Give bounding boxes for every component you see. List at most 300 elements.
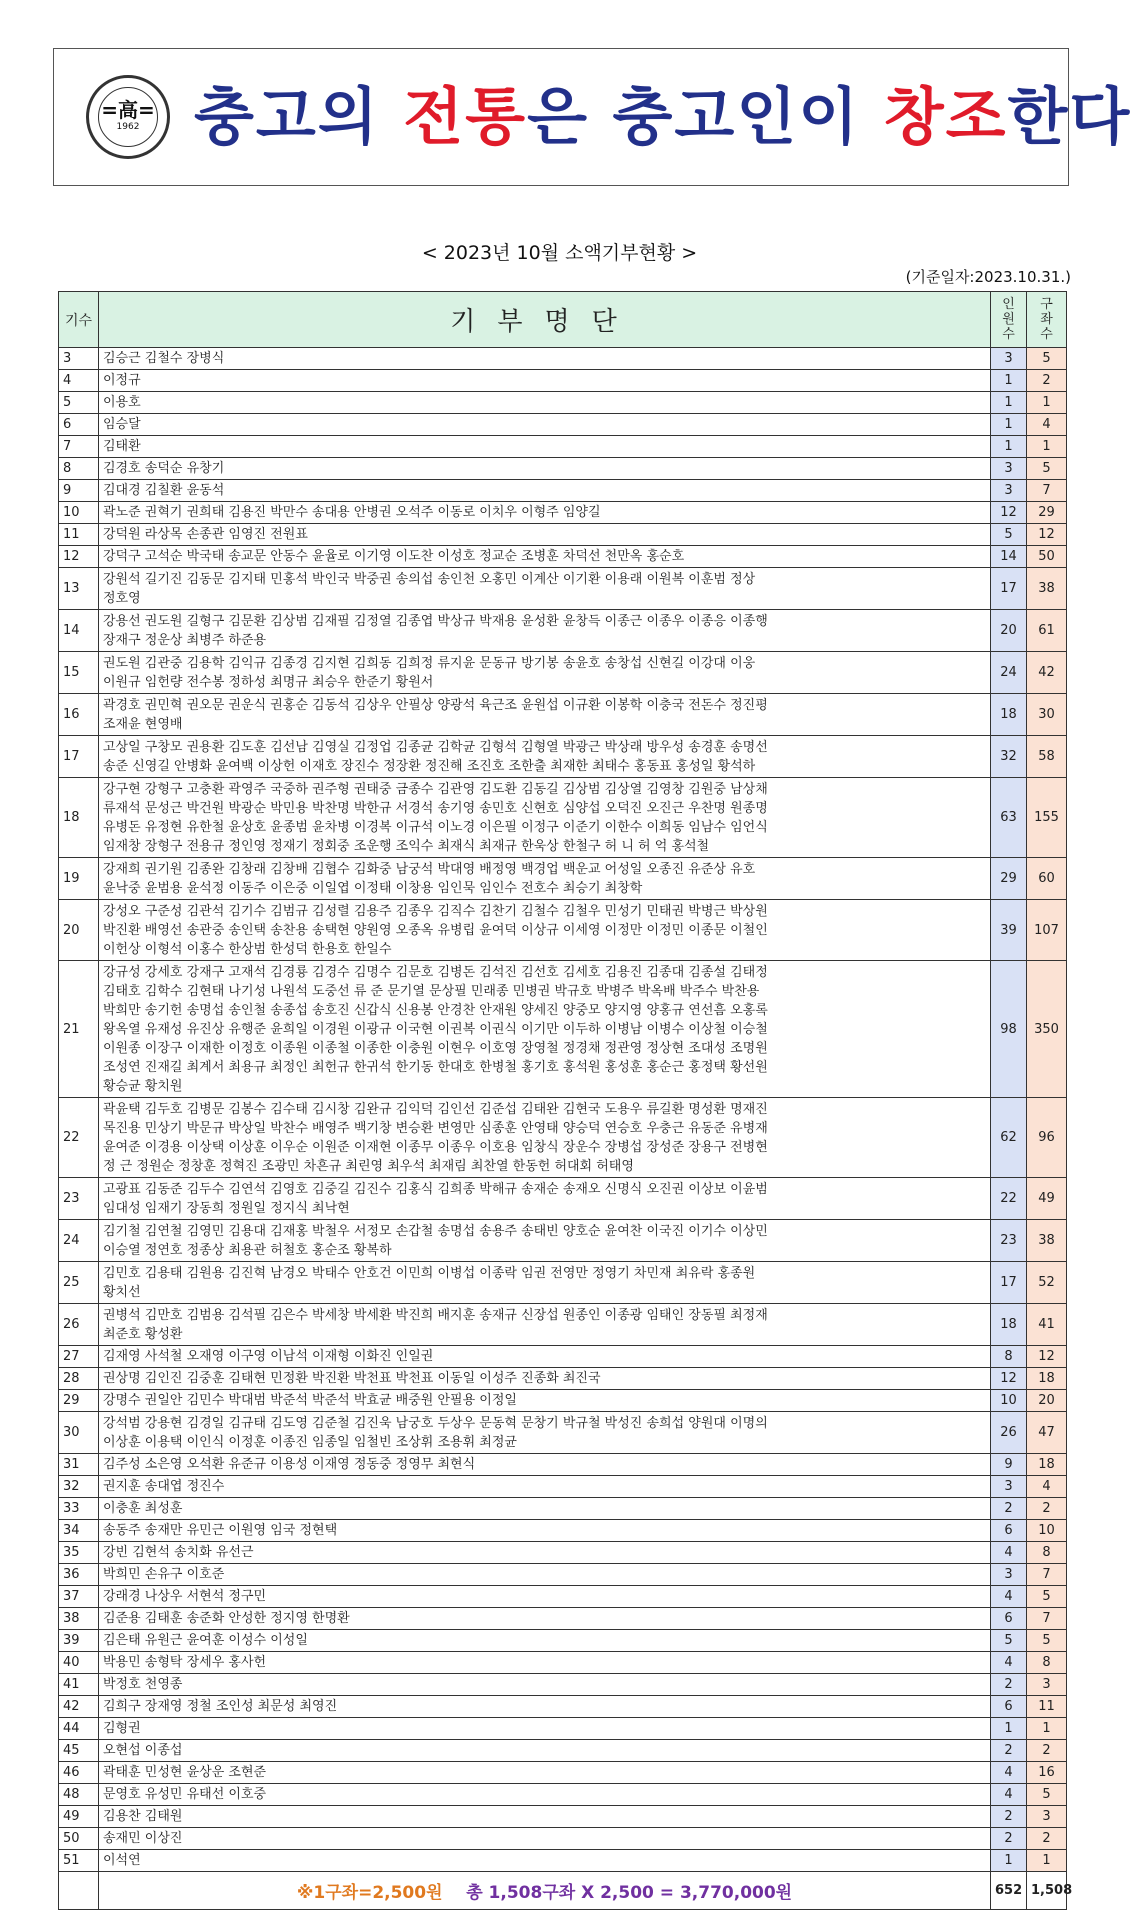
donor-names-line: 강구현 강형구 고충환 곽영주 국중하 권주형 권태중 금종수 김관영 김도환 김동길 김상범 김상열 김영창 김원중 남상채 (103, 781, 768, 797)
persons-count-cell: 63 (991, 778, 1027, 858)
unit-price-note: ※1구좌=2,500원 (296, 1883, 443, 1903)
generation-cell: 28 (59, 1368, 99, 1390)
persons-count-cell: 4 (991, 1542, 1027, 1564)
header-units-char-1: 구 (1040, 297, 1053, 312)
donor-names-cell (99, 348, 991, 370)
table-row (59, 961, 1067, 1098)
generation-cell: 36 (59, 1564, 99, 1586)
table-row (59, 1674, 1067, 1696)
persons-count-cell: 2 (991, 1740, 1027, 1762)
units-count-cell: 96 (1027, 1098, 1067, 1178)
persons-count-cell: 12 (991, 502, 1027, 524)
generation-cell: 13 (59, 568, 99, 610)
total-units: 1,508 (1027, 1872, 1067, 1910)
persons-count-cell: 1 (991, 1850, 1027, 1872)
generation-cell: 23 (59, 1178, 99, 1220)
table-row (59, 1262, 1067, 1304)
persons-count-cell: 5 (991, 524, 1027, 546)
table-row (59, 348, 1067, 370)
units-count-cell: 11 (1027, 1696, 1067, 1718)
slogan-part-4: 창조 (883, 80, 1008, 153)
donor-names-cell (99, 370, 991, 392)
persons-count-cell: 1 (991, 436, 1027, 458)
table-row (59, 1740, 1067, 1762)
persons-count-cell: 12 (991, 1368, 1027, 1390)
donor-names-cell (99, 1412, 991, 1454)
donor-names-cell (99, 1608, 991, 1630)
donor-names-cell (99, 652, 991, 694)
persons-count-cell: 2 (991, 1674, 1027, 1696)
table-row (59, 568, 1067, 610)
page-title: < 2023년 10월 소액기부현황 > (421, 242, 698, 264)
generation-cell: 11 (59, 524, 99, 546)
units-count-cell: 29 (1027, 502, 1067, 524)
persons-count-cell: 22 (991, 1178, 1027, 1220)
persons-count-cell: 3 (991, 1564, 1027, 1586)
units-count-cell: 38 (1027, 1220, 1067, 1262)
persons-count-cell: 3 (991, 480, 1027, 502)
generation-cell: 29 (59, 1390, 99, 1412)
generation-cell: 34 (59, 1520, 99, 1542)
generation-cell: 12 (59, 546, 99, 568)
table-row (59, 1476, 1067, 1498)
units-count-cell: 38 (1027, 568, 1067, 610)
generation-cell: 4 (59, 370, 99, 392)
donor-names-cell (99, 502, 991, 524)
persons-count-cell: 24 (991, 652, 1027, 694)
generation-cell: 39 (59, 1630, 99, 1652)
generation-cell: 9 (59, 480, 99, 502)
donor-names-line: 류재석 문성근 박건원 박광순 박민용 박찬명 박한규 서경석 송기영 송민호 신현호 심양섭 오덕진 오진근 우찬명 원종명 (103, 800, 768, 816)
donor-names-line: 김용찬 김태원 (103, 1809, 183, 1824)
donor-names-cell (99, 392, 991, 414)
donor-names-line: 김재영 사석철 오재영 이구영 이남석 이재형 이화진 인일권 (103, 1349, 434, 1364)
donor-names-line: 조성연 진재길 최계서 최용규 최정인 최헌규 한귀석 한기동 한대호 한병철 홍기호 홍석원 홍성훈 홍순근 홍정택 황선원 (103, 1059, 768, 1075)
donor-names-line: 박진환 배영선 송관중 송인택 송찬용 송택현 양원영 오종옥 유병립 윤여덕 이상규 이세영 이정만 이정민 이종문 이철인 (103, 922, 768, 938)
units-count-cell: 41 (1027, 1304, 1067, 1346)
persons-count-cell: 39 (991, 900, 1027, 961)
persons-count-cell: 1 (991, 392, 1027, 414)
donor-names-line: 이승열 정연호 정종상 최용관 허철호 홍순조 황복하 (103, 1242, 392, 1258)
donor-names-line: 김은태 유원근 윤여훈 이성수 이성일 (103, 1633, 308, 1648)
generation-cell: 44 (59, 1718, 99, 1740)
school-emblem-logo (86, 75, 170, 159)
donor-names-line: 문영호 유성민 유태선 이호중 (103, 1787, 267, 1802)
header-persons-char-1: 인 (1002, 297, 1015, 312)
generation-cell: 14 (59, 610, 99, 652)
units-count-cell: 3 (1027, 1806, 1067, 1828)
donor-names-line: 김경호 송덕순 유창기 (103, 461, 225, 476)
donor-names-line: 권상명 김인진 김중훈 김태현 민정환 박진환 박천표 박천표 이동일 이성주 진종화 최진국 (103, 1371, 601, 1386)
donor-names-line: 김태환 (103, 439, 141, 454)
units-count-cell: 16 (1027, 1762, 1067, 1784)
units-count-cell: 50 (1027, 546, 1067, 568)
table-row (59, 392, 1067, 414)
donor-names-cell (99, 1828, 991, 1850)
units-count-cell: 3 (1027, 1674, 1067, 1696)
donor-names-line: 강덕원 라상목 손종관 임영진 전원표 (103, 527, 308, 542)
units-count-cell: 5 (1027, 348, 1067, 370)
donor-names-cell (99, 436, 991, 458)
persons-count-cell: 18 (991, 1304, 1027, 1346)
generation-cell: 32 (59, 1476, 99, 1498)
donor-names-line: 송재민 이상진 (103, 1831, 183, 1846)
donor-names-cell (99, 1304, 991, 1346)
donor-names-line: 정 근 정원순 정창훈 정혁진 조광민 차흔규 최린영 최우석 최재림 최찬열 한동헌 허대회 허태영 (103, 1158, 634, 1174)
persons-count-cell: 6 (991, 1520, 1027, 1542)
donor-names-cell (99, 1740, 991, 1762)
emblem-year: 1962 (116, 122, 140, 132)
donor-names-line: 최준호 황성환 (103, 1326, 183, 1342)
donor-names-line: 김대경 김칠환 윤동석 (103, 483, 225, 498)
table-row (59, 1368, 1067, 1390)
units-count-cell: 18 (1027, 1368, 1067, 1390)
persons-count-cell: 4 (991, 1586, 1027, 1608)
table-row (59, 414, 1067, 436)
donor-names-cell (99, 1390, 991, 1412)
donor-names-line: 강명수 권일안 김민수 박대범 박준석 박준석 박효균 배중원 안필용 이정일 (103, 1393, 517, 1408)
footer-empty-cell (59, 1872, 99, 1910)
generation-cell: 49 (59, 1806, 99, 1828)
donor-names-cell (99, 900, 991, 961)
donor-names-line: 김승근 김철수 장병식 (103, 351, 225, 366)
units-count-cell: 8 (1027, 1652, 1067, 1674)
donor-names-cell (99, 524, 991, 546)
donor-names-cell (99, 1850, 991, 1872)
base-date: (기준일자:2023.10.31.) (905, 268, 1071, 286)
persons-count-cell: 26 (991, 1412, 1027, 1454)
donor-names-cell (99, 1262, 991, 1304)
donor-names-line: 강규성 강세호 강재구 고재석 김경룡 김경수 김명수 김문호 김병돈 김석진 김선호 김세호 김용진 김종대 김종설 김태정 (103, 964, 768, 980)
generation-cell: 5 (59, 392, 99, 414)
table-footer-row (59, 1872, 1067, 1910)
donor-names-line: 권병석 김만호 김범용 김석필 김은수 박세창 박세환 박진희 배지훈 송재규 신장섭 원종인 이종광 임태인 장동필 최정재 (103, 1307, 768, 1323)
slogan (194, 67, 1131, 167)
emblem-mark: =高= (101, 98, 155, 122)
slogan-part-1: 충고의 (194, 80, 404, 153)
donor-names-line: 권도원 김관중 김용학 김익규 김종경 김지현 김희동 김희정 류지윤 문동규 방기봉 송윤호 송창섭 신현길 이강대 이웅 (103, 655, 756, 671)
donor-names-cell (99, 1346, 991, 1368)
donor-names-cell (99, 1674, 991, 1696)
generation-cell: 8 (59, 458, 99, 480)
generation-cell: 42 (59, 1696, 99, 1718)
generation-cell: 20 (59, 900, 99, 961)
total-persons: 652 (991, 1872, 1027, 1910)
donor-names-line: 유병돈 유정현 유한철 윤상호 윤종범 윤차병 이경복 이규석 이노경 이은필 이정구 이준기 이한수 이희동 임남수 임언식 (103, 819, 768, 835)
table-row (59, 1346, 1067, 1368)
donor-names-line: 윤낙중 윤범용 윤석정 이동주 이은중 이일엽 이정태 이창용 임인묵 임인수 전호수 최승기 최창학 (103, 880, 643, 896)
table-row (59, 858, 1067, 900)
persons-count-cell: 20 (991, 610, 1027, 652)
generation-cell: 38 (59, 1608, 99, 1630)
generation-cell: 6 (59, 414, 99, 436)
table-row (59, 736, 1067, 778)
table-row (59, 1850, 1067, 1872)
donor-names-line: 이원종 이장구 이재한 이정호 이종원 이종철 이종한 이충원 이현우 이호영 장영철 정경채 정관영 정상현 조대성 조명원 (103, 1040, 768, 1056)
table-row (59, 900, 1067, 961)
donor-names-cell (99, 1368, 991, 1390)
donor-names-cell (99, 1454, 991, 1476)
units-count-cell: 5 (1027, 1784, 1067, 1806)
header-generation: 기수 (59, 292, 99, 348)
donor-names-line: 박용민 송형탁 장세우 홍사헌 (103, 1655, 267, 1670)
donor-names-line: 이정규 (103, 373, 141, 388)
units-count-cell: 60 (1027, 858, 1067, 900)
table-row (59, 1762, 1067, 1784)
units-count-cell: 30 (1027, 694, 1067, 736)
donor-names-cell (99, 1564, 991, 1586)
table-row (59, 1630, 1067, 1652)
generation-cell: 30 (59, 1412, 99, 1454)
units-count-cell: 2 (1027, 1498, 1067, 1520)
header-units-char-3: 수 (1040, 327, 1053, 342)
donor-names-cell (99, 1718, 991, 1740)
generation-cell: 21 (59, 961, 99, 1098)
units-count-cell: 58 (1027, 736, 1067, 778)
generation-cell: 31 (59, 1454, 99, 1476)
slogan-part-2: 전통 (403, 80, 528, 153)
table-row (59, 1564, 1067, 1586)
units-count-cell: 42 (1027, 652, 1067, 694)
donor-names-line: 강래경 나상우 서현석 정구민 (103, 1589, 267, 1604)
header-persons (991, 292, 1027, 348)
units-count-cell: 1 (1027, 436, 1067, 458)
table-row (59, 1390, 1067, 1412)
table-row (59, 436, 1067, 458)
persons-count-cell: 10 (991, 1390, 1027, 1412)
donor-names-line: 김희구 장재영 정철 조인성 최문성 최영진 (103, 1699, 338, 1714)
table-row (59, 1454, 1067, 1476)
donor-names-cell (99, 1520, 991, 1542)
table-row (59, 1784, 1067, 1806)
generation-cell: 25 (59, 1262, 99, 1304)
persons-count-cell: 3 (991, 348, 1027, 370)
units-count-cell: 12 (1027, 524, 1067, 546)
table-row (59, 1098, 1067, 1178)
table-row (59, 1542, 1067, 1564)
units-count-cell: 61 (1027, 610, 1067, 652)
donor-names-cell (99, 1762, 991, 1784)
donor-names-line: 김태호 김학수 김현태 나기성 나원석 도중선 류 준 문기열 문상필 민래종 민병권 박규호 박병주 박옥배 박주수 박찬용 (103, 983, 760, 999)
table-row (59, 1412, 1067, 1454)
donor-names-line: 김형권 (103, 1721, 141, 1736)
units-count-cell: 7 (1027, 1564, 1067, 1586)
header-donor-names: 기부명단 (99, 292, 991, 348)
slogan-part-3: 은 충고인이 (527, 80, 884, 153)
donor-names-cell (99, 961, 991, 1098)
persons-count-cell: 2 (991, 1806, 1027, 1828)
generation-cell: 27 (59, 1346, 99, 1368)
donor-names-cell (99, 778, 991, 858)
donor-names-line: 강원석 길기진 김동문 김지태 민홍석 박인국 박중권 송의섭 송인천 오홍민 이계산 이기환 이용래 이원복 이훈범 정상 (103, 571, 756, 587)
table-row (59, 1696, 1067, 1718)
donor-names-line: 이원규 임헌량 전수봉 정하성 최명규 최승우 한준기 황원서 (103, 674, 434, 690)
generation-cell: 16 (59, 694, 99, 736)
persons-count-cell: 4 (991, 1784, 1027, 1806)
donor-names-cell (99, 1178, 991, 1220)
donor-names-line: 권지훈 송대엽 정진수 (103, 1479, 225, 1494)
units-count-cell: 47 (1027, 1412, 1067, 1454)
donor-names-cell (99, 736, 991, 778)
donor-names-cell (99, 568, 991, 610)
donor-names-line: 황승균 황치원 (103, 1078, 183, 1094)
persons-count-cell: 32 (991, 736, 1027, 778)
table-row (59, 1828, 1067, 1850)
generation-cell: 24 (59, 1220, 99, 1262)
generation-cell: 15 (59, 652, 99, 694)
header-units-char-2: 좌 (1040, 312, 1053, 327)
donor-names-line: 곽윤택 김두호 김병문 김봉수 김수태 김시창 김완규 김익덕 김인선 김준섭 김태완 김현국 도용우 류길환 명성환 명재진 (103, 1101, 768, 1117)
donor-names-cell (99, 858, 991, 900)
persons-count-cell: 4 (991, 1652, 1027, 1674)
units-count-cell: 18 (1027, 1454, 1067, 1476)
persons-count-cell: 4 (991, 1762, 1027, 1784)
units-count-cell: 49 (1027, 1178, 1067, 1220)
units-count-cell: 5 (1027, 458, 1067, 480)
persons-count-cell: 98 (991, 961, 1027, 1098)
persons-count-cell: 3 (991, 458, 1027, 480)
donor-names-cell (99, 1476, 991, 1498)
generation-cell: 45 (59, 1740, 99, 1762)
donor-names-line: 박희민 손유구 이호준 (103, 1567, 225, 1582)
donor-names-line: 장재구 정운상 최병주 하준용 (103, 632, 267, 648)
generation-cell: 40 (59, 1652, 99, 1674)
donor-names-line: 강성오 구준성 김관석 김기수 김범규 김성렬 김용주 김종우 김직수 김찬기 김철수 김철우 민성기 민태권 박병근 박상원 (103, 903, 768, 919)
donor-names-line: 곽경호 권민혁 권오문 권운식 권홍순 김동석 김상우 안필상 양광석 육근조 윤원섭 이규환 이봉학 이충국 전돈수 정진평 (103, 697, 768, 713)
units-count-cell: 1 (1027, 392, 1067, 414)
donor-names-cell (99, 1586, 991, 1608)
donor-names-line: 이상훈 이용택 이인식 이정훈 이종진 임종일 임철빈 조상휘 조용휘 최정균 (103, 1434, 517, 1450)
table-row (59, 1178, 1067, 1220)
generation-cell: 50 (59, 1828, 99, 1850)
donor-names-line: 김민호 김용태 김원용 김진혁 남경오 박태수 안호건 이민희 이병섭 이종락 임권 전영만 정영기 차민재 최유락 홍종원 (103, 1265, 756, 1281)
donor-names-cell (99, 1630, 991, 1652)
donor-names-cell (99, 1542, 991, 1564)
donor-names-line: 강재희 권기원 김종완 김창래 김창배 김협수 김화중 남궁석 박대영 배정영 백경업 백운교 어성일 오종진 유준상 유호 (103, 861, 756, 877)
table-row (59, 1652, 1067, 1674)
table-row (59, 1498, 1067, 1520)
persons-count-cell: 5 (991, 1630, 1027, 1652)
table-row (59, 480, 1067, 502)
generation-cell: 35 (59, 1542, 99, 1564)
header-banner (53, 48, 1131, 186)
generation-cell: 48 (59, 1784, 99, 1806)
table-row (59, 778, 1067, 858)
donor-names-line: 임승달 (103, 417, 141, 432)
donor-names-line: 송준 신영길 안병화 윤여백 이상헌 이재호 장진수 정장환 정진해 조진호 조한출 최재한 최태수 홍동표 홍성일 황석하 (103, 758, 756, 774)
donor-names-line: 이용호 (103, 395, 141, 410)
donor-names-line: 송동주 송재만 유민근 이원영 임국 정현택 (103, 1523, 338, 1538)
persons-count-cell: 9 (991, 1454, 1027, 1476)
units-count-cell: 2 (1027, 1828, 1067, 1850)
donor-names-line: 고상일 구창모 권용환 김도훈 김선남 김영실 김정업 김종균 김학균 김형석 김형열 박광근 박상래 방우성 송경훈 송명선 (103, 739, 768, 755)
persons-count-cell: 2 (991, 1498, 1027, 1520)
units-count-cell: 107 (1027, 900, 1067, 961)
donor-names-line: 이석연 (103, 1853, 141, 1868)
table-row (59, 1806, 1067, 1828)
donor-names-line: 곽태훈 민성현 윤상운 조현준 (103, 1765, 267, 1780)
generation-cell: 37 (59, 1586, 99, 1608)
donor-names-line: 임대성 임재기 장동희 정원일 정지식 최낙현 (103, 1200, 350, 1216)
table-row (59, 1304, 1067, 1346)
units-count-cell: 155 (1027, 778, 1067, 858)
donor-names-cell (99, 414, 991, 436)
donor-names-line: 강용선 권도원 길형구 김문환 김상범 김재필 김정열 김종엽 박상규 박재용 윤성환 윤창득 이종근 이종우 이종응 이종행 (103, 613, 768, 629)
donor-names-line: 김주성 소은영 오석환 유준규 이용성 이재영 정동중 정영무 최현식 (103, 1457, 476, 1472)
donor-names-cell (99, 1784, 991, 1806)
donor-names-line: 김준용 김태훈 송준화 안성한 정지영 한명환 (103, 1611, 350, 1626)
units-count-cell: 52 (1027, 1262, 1067, 1304)
units-count-cell: 7 (1027, 1608, 1067, 1630)
units-count-cell: 350 (1027, 961, 1067, 1098)
donor-names-cell (99, 694, 991, 736)
persons-count-cell: 1 (991, 414, 1027, 436)
persons-count-cell: 8 (991, 1346, 1027, 1368)
generation-cell: 22 (59, 1098, 99, 1178)
donor-names-line: 박희만 송기헌 송명섭 송인철 송종섭 송호진 신갑식 신용봉 안경찬 안재원 양세진 양중모 양지영 양홍규 연선흠 오홍록 (103, 1002, 768, 1018)
donor-names-line: 박정호 천영종 (103, 1677, 183, 1692)
donor-names-cell (99, 610, 991, 652)
units-count-cell: 7 (1027, 480, 1067, 502)
generation-cell: 3 (59, 348, 99, 370)
donor-names-line: 황치선 (103, 1284, 141, 1300)
slogan-part-5: 한다 (1007, 80, 1131, 153)
table-body (59, 348, 1067, 1872)
table-row (59, 370, 1067, 392)
donor-names-cell (99, 458, 991, 480)
units-count-cell: 1 (1027, 1850, 1067, 1872)
donor-names-line: 윤여준 이경용 이상택 이상훈 이우순 이원준 이재현 이종무 이종우 이호용 임창식 장운수 장병섭 장성준 장용구 전병현 (103, 1139, 768, 1155)
units-count-cell: 2 (1027, 1740, 1067, 1762)
donor-names-line: 강석범 강용현 김경일 김규태 김도영 김준철 김진욱 남궁호 두상우 문동혁 문창기 박규철 박성진 송희섭 양원대 이명의 (103, 1415, 768, 1431)
donor-names-cell (99, 1498, 991, 1520)
donor-names-cell (99, 1098, 991, 1178)
units-count-cell: 8 (1027, 1542, 1067, 1564)
donor-names-line: 이충훈 최성훈 (103, 1501, 183, 1516)
units-count-cell: 5 (1027, 1586, 1067, 1608)
generation-cell: 46 (59, 1762, 99, 1784)
persons-count-cell: 3 (991, 1476, 1027, 1498)
donor-names-line: 고광표 김동준 김두수 김연석 김영호 김중길 김진수 김홍식 김희종 박해규 송재순 송재오 신명식 오진권 이상보 이윤범 (103, 1181, 768, 1197)
generation-cell: 18 (59, 778, 99, 858)
donor-names-cell (99, 546, 991, 568)
persons-count-cell: 6 (991, 1696, 1027, 1718)
units-count-cell: 5 (1027, 1630, 1067, 1652)
generation-cell: 26 (59, 1304, 99, 1346)
generation-cell: 17 (59, 736, 99, 778)
table-row (59, 502, 1067, 524)
persons-count-cell: 23 (991, 1220, 1027, 1262)
donor-names-line: 임재창 장형구 전용규 정인영 정재기 정회중 조운행 조익수 최재식 최재규 한욱상 한철구 허 니 허 억 홍석철 (103, 838, 710, 854)
persons-count-cell: 1 (991, 1718, 1027, 1740)
donor-names-line: 강빈 김현석 송치화 유선근 (103, 1545, 254, 1560)
donor-names-line: 이헌상 이형석 이홍수 한상범 한성덕 한용호 한일수 (103, 941, 392, 957)
units-count-cell: 2 (1027, 370, 1067, 392)
units-count-cell: 4 (1027, 414, 1067, 436)
generation-cell: 41 (59, 1674, 99, 1696)
generation-cell: 33 (59, 1498, 99, 1520)
persons-count-cell: 29 (991, 858, 1027, 900)
persons-count-cell: 18 (991, 694, 1027, 736)
persons-count-cell: 17 (991, 568, 1027, 610)
total-formula: 총 1,508구좌 X 2,500 = 3,770,000원 (466, 1883, 793, 1903)
donor-names-line: 정호영 (103, 590, 141, 606)
donor-names-line: 목진용 민상기 박문규 박상일 박찬수 배영주 백기창 변승환 변영만 심종훈 안영태 양승덕 연승호 우충근 유동준 유병재 (103, 1120, 768, 1136)
generation-cell: 19 (59, 858, 99, 900)
donor-names-line: 강덕구 고석순 박국태 송교문 안동수 윤율로 이기영 이도찬 이성호 정교순 조병훈 차덕선 천만옥 홍순호 (103, 549, 685, 564)
table-row (59, 458, 1067, 480)
persons-count-cell: 2 (991, 1828, 1027, 1850)
